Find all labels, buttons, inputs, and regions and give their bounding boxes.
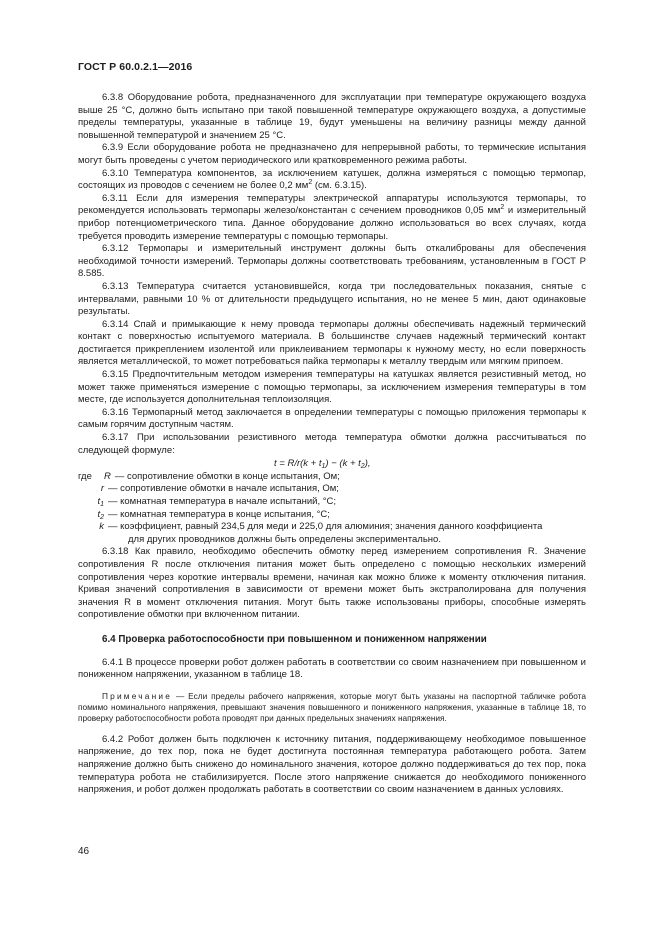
- definition-text: — комнатная температура в начале испытаний, °С;: [108, 496, 337, 507]
- formula-definitions: [78, 471, 586, 547]
- symbol-letter: t: [97, 496, 101, 507]
- definition-item: [78, 509, 586, 522]
- definition-item: [78, 496, 586, 509]
- paragraph-6-3-14: 6.3.14 Спай и примыкающие к нему провода термопары должны обеспечивать надежный термический контакт с поверхностью испытуемого материала. В большинстве случаев надежный термический контакт достигается прикреплением изолентой или приклеиванием термопары к нужному месту, но если поверхность является металлической, то может потребоваться пайка термопары к металлу твердым или мягким припоем.: [78, 318, 586, 368]
- paragraph-6-3-10-text-b: (см. 6.3.15).: [312, 180, 367, 192]
- superscript: 2: [308, 179, 313, 187]
- definition-text: — сопротивление обмотки в конце испытания, Ом;: [114, 470, 340, 482]
- document-body: [78, 92, 586, 797]
- paragraph-6-3-18: 6.3.18 Как правило, необходимо обеспечить обмотку перед измерением сопротивления R. Значение сопротивления R после отключения питания может быть определено с помощью нескольких измерений сопротивления через короткие интервалы времени, начиная как можно ближе к моменту отключения питания. Кривая значений сопротивления в зависимости от времени может быть экстраполирована для получения значения R в момент отключения питания. Могут быть также использованы приборы, способные измерять сопротивление обмотки при включенном питании.: [78, 546, 586, 621]
- paragraph-6-3-12: 6.3.12 Термопары и измерительный инструмент должны быть откалиброваны для обеспечения необходимой точности измерений. Термопары должны соответствовать требованиям, установленным в ГОСТ Р 8.585.: [78, 243, 586, 280]
- paragraph-6-3-8: 6.3.8 Оборудование робота, предназначенного для эксплуатации при температуре окружающего воздуха выше 25 °С, должно быть испытано при такой повышенной температуре окружающего воздуха, а допустимые пределы температуры, указанные в таблице 19, будут уменьшены на величину разницы между данной повышенной температурой и значением 25 °С.: [78, 92, 586, 141]
- definition-item: [78, 483, 586, 496]
- definition-symbol: [78, 496, 108, 509]
- formula-part-mid: ) − (k + t: [325, 458, 361, 470]
- section-heading-6-4: 6.4 Проверка работоспособности при повышенном и пониженном напряжении: [102, 633, 487, 645]
- definition-symbol: [78, 509, 108, 522]
- definition-text: — коэффициент, равный 234,5 для меди и 225,0 для алюминия; значения данного коэффициента: [108, 521, 543, 533]
- formula-part-end: ),: [364, 458, 371, 470]
- formula-part-lhs: t = R/r(k + t: [274, 458, 322, 470]
- resistance-formula: [78, 458, 586, 471]
- definition-text: — комнатная температура в конце испытания, °С;: [108, 508, 330, 520]
- symbol-letter: t: [97, 508, 101, 520]
- paragraph-6-3-11-text-a: 6.3.11 Если для измерения температуры электрической аппаратуры используются термопары, то рекомендуется использовать термопары железо/константан с сечением проводников 0,05 мм: [78, 192, 586, 217]
- paragraph-6-3-13: 6.3.13 Температура считается установившейся, когда три последовательных показания, снятые с интервалами, равными 10 % от длительности предыдущего испытания, но не менее 5 мин, дают одинаковые результаты.: [78, 280, 586, 318]
- paragraph-6-3-10: [78, 168, 586, 193]
- definition-symbol: r: [100, 483, 104, 495]
- paragraph-6-3-11-text-b: и измерительный прибор потенциометрического типа. Данное оборудование должно использоваться во всех случаях, когда требуется проводить измерение температуры с помощью термопары.: [78, 205, 586, 242]
- where-label: где: [78, 470, 92, 482]
- definition-item: [78, 471, 586, 484]
- superscript: 2: [500, 204, 505, 212]
- formula-sub-1: 1: [321, 463, 326, 471]
- note-label: Примечание: [102, 690, 173, 701]
- definition-continuation: для других проводников должны быть определены экспериментально.: [128, 533, 441, 545]
- document-header: ГОСТ Р 60.0.2.1—2016: [78, 61, 193, 73]
- definition-text: — сопротивление обмотки в начале испытания, Ом;: [108, 483, 339, 495]
- symbol-subscript: 1: [100, 501, 104, 508]
- definition-item: [78, 521, 586, 534]
- page-number: 46: [78, 846, 90, 857]
- paragraph-6-3-16: 6.3.16 Термопарный метод заключается в определении температуры с помощью приложения термопары к самым горячим доступным частям.: [78, 406, 586, 431]
- paragraph-6-3-9: 6.3.9 Если оборудование робота не предназначено для непрерывной работы, то термические испытания могут быть проведены с учетом периодического или кратковременного режима работы.: [78, 142, 586, 166]
- definition-symbol: R: [104, 470, 111, 482]
- formula-sub-2: 2: [360, 463, 365, 471]
- note-text: — Если пределы рабочего напряжения, которые могут быть указаны на паспортной табличке робота помимо номинального напряжения, превышают значения повышенного и пониженного напряжения, указанные в таблице 18, то проверку работоспособности робота проводят при данных предельных значениях напряжения.: [78, 690, 586, 723]
- symbol-subscript: 2: [100, 513, 104, 521]
- definition-symbol: k: [99, 521, 104, 533]
- paragraph-6-4-2: 6.4.2 Робот должен быть подключен к источнику питания, поддерживающему необходимое повышенное напряжение, до тех пор, пока не будет достигнута постоянная температура работающего робота. Затем напряжение должно быть снижено до номинального значения, которое должно поддерживаться до тех пор, пока температура робота не стабилизируется. После этого напряжение снижается до необходимого пониженного напряжения, и робот должен продолжать работать в соответствии со своим назначением в данных условиях.: [78, 733, 586, 796]
- paragraph-6-3-17: 6.3.17 При использовании резистивного метода температура обмотки должна рассчитываться по следующей формуле:: [78, 432, 586, 456]
- note: [78, 691, 586, 724]
- paragraph-6-3-11: [78, 193, 586, 243]
- paragraph-6-3-15: 6.3.15 Предпочтительным методом измерения температуры на катушках является резистивный метод, но может также применяться измерение с помощью термопары, за исключением измерения температуры в том месте, где используется дополнительная теплоизоляция.: [78, 369, 586, 406]
- paragraph-6-3-10-text-a: 6.3.10 Температура компонентов, за исключением катушек, должна измеряться с помощью термопар, состоящих из проводов с сечением не более 0,2 мм: [78, 167, 586, 192]
- paragraph-6-4-1: 6.4.1 В процессе проверки робот должен работать в соответствии со своим назначением при повышенном и пониженном напряжении, указанном в таблице 18.: [78, 656, 586, 681]
